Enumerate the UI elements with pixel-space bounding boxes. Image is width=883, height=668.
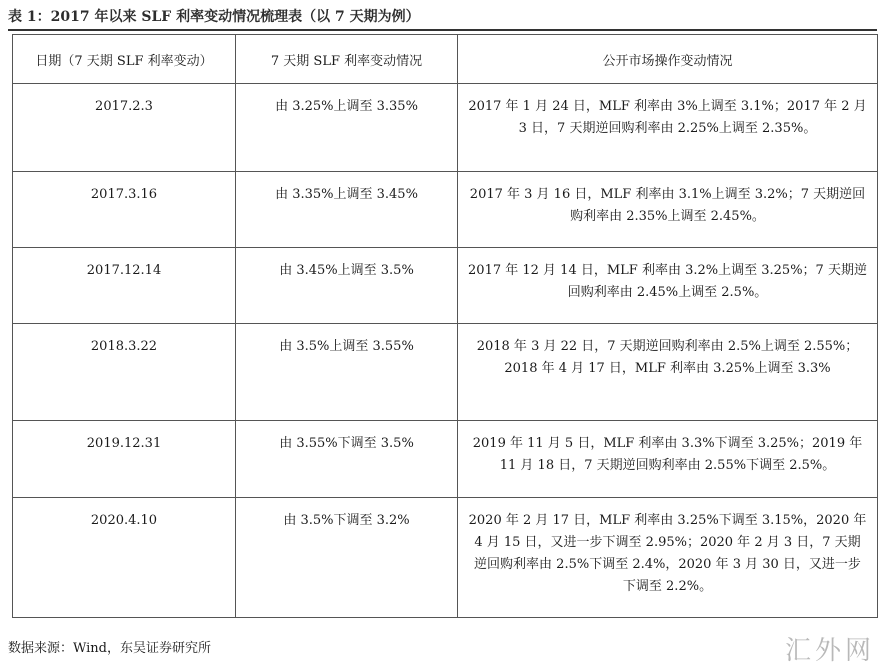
cell-date [13, 498, 236, 618]
caption-rule [8, 29, 877, 31]
cell-date [13, 324, 236, 421]
cell-text: 2017 年 1 月 24 日，MLF 利率由 3%上调至 3.1%；2017 年 2 月 3 日，7 天期逆回购利率由 2.25%上调至 2.35%。 [468, 99, 867, 136]
site-watermark: 汇外网 [784, 636, 875, 666]
cell-date [13, 421, 236, 498]
table-row [13, 84, 878, 172]
data-source-note: 数据来源：Wind，东吴证券研究所 [8, 641, 211, 656]
table-row [13, 498, 878, 618]
table-row [13, 421, 878, 498]
cell-text: 2017.12.14 [86, 263, 162, 278]
cell-ops [458, 84, 878, 172]
cell-text: 2020.4.10 [90, 513, 158, 528]
table-header-row [13, 35, 878, 84]
cell-text: 由 3.55%下调至 3.5% [279, 436, 414, 451]
cell-ops [458, 421, 878, 498]
cell-slf [236, 172, 458, 248]
header-date: 日期（7 天期 SLF 利率变动） [13, 35, 236, 84]
table-row [13, 324, 878, 421]
table-row [13, 248, 878, 324]
cell-ops [458, 248, 878, 324]
cell-ops [458, 172, 878, 248]
header-slf-change: 7 天期 SLF 利率变动情况 [236, 35, 458, 84]
slf-rate-table-container [12, 34, 877, 618]
cell-text: 2017 年 3 月 16 日，MLF 利率由 3.1%上调至 3.2%；7 天期逆回购利率由 2.35%上调至 2.45%。 [469, 187, 866, 224]
cell-text: 2018 年 3 月 22 日，7 天期逆回购利率由 2.5%上调至 2.55%；2018 年 4 月 17 日，MLF 利率由 3.25%上调至 3.3% [476, 339, 859, 376]
table-row [13, 172, 878, 248]
cell-slf [236, 421, 458, 498]
cell-date [13, 248, 236, 324]
cell-text: 2017.3.16 [90, 187, 158, 202]
cell-text: 由 3.5%下调至 3.2% [283, 513, 410, 528]
cell-text: 2020 年 2 月 17 日，MLF 利率由 3.25%下调至 3.15%，2020 年 4 月 15 日，又进一步下调至 2.95%；2020 年 2 月 3 日，7 天期逆回购利率由 2.5%下调至 2.4%，2020 年 3 月 30 日，又进一步下调至 2.2%。 [468, 513, 867, 594]
cell-text: 由 3.5%上调至 3.55% [279, 339, 414, 354]
cell-slf [236, 498, 458, 618]
cell-text: 2019 年 11 月 5 日，MLF 利率由 3.3%下调至 3.25%；2019 年 11 月 18 日，7 天期逆回购利率由 2.55%下调至 2.5%。 [472, 436, 863, 473]
cell-text: 2017.2.3 [95, 99, 153, 114]
cell-text: 2019.12.31 [86, 436, 162, 451]
cell-ops [458, 324, 878, 421]
cell-slf [236, 324, 458, 421]
cell-slf [236, 248, 458, 324]
header-ops-change: 公开市场操作变动情况 [458, 35, 878, 84]
cell-date [13, 84, 236, 172]
slf-rate-table [12, 34, 878, 618]
cell-text: 由 3.25%上调至 3.35% [275, 99, 418, 114]
cell-text: 由 3.35%上调至 3.45% [275, 187, 418, 202]
cell-ops [458, 498, 878, 618]
cell-slf [236, 84, 458, 172]
cell-text: 2018.3.22 [90, 339, 158, 354]
cell-date [13, 172, 236, 248]
cell-text: 由 3.45%上调至 3.5% [279, 263, 414, 278]
cell-text: 2017 年 12 月 14 日，MLF 利率由 3.2%上调至 3.25%；7 天期逆回购利率由 2.45%上调至 2.5%。 [468, 263, 867, 300]
table-caption: 表 1：2017 年以来 SLF 利率变动情况梳理表（以 7 天期为例） [8, 9, 420, 25]
